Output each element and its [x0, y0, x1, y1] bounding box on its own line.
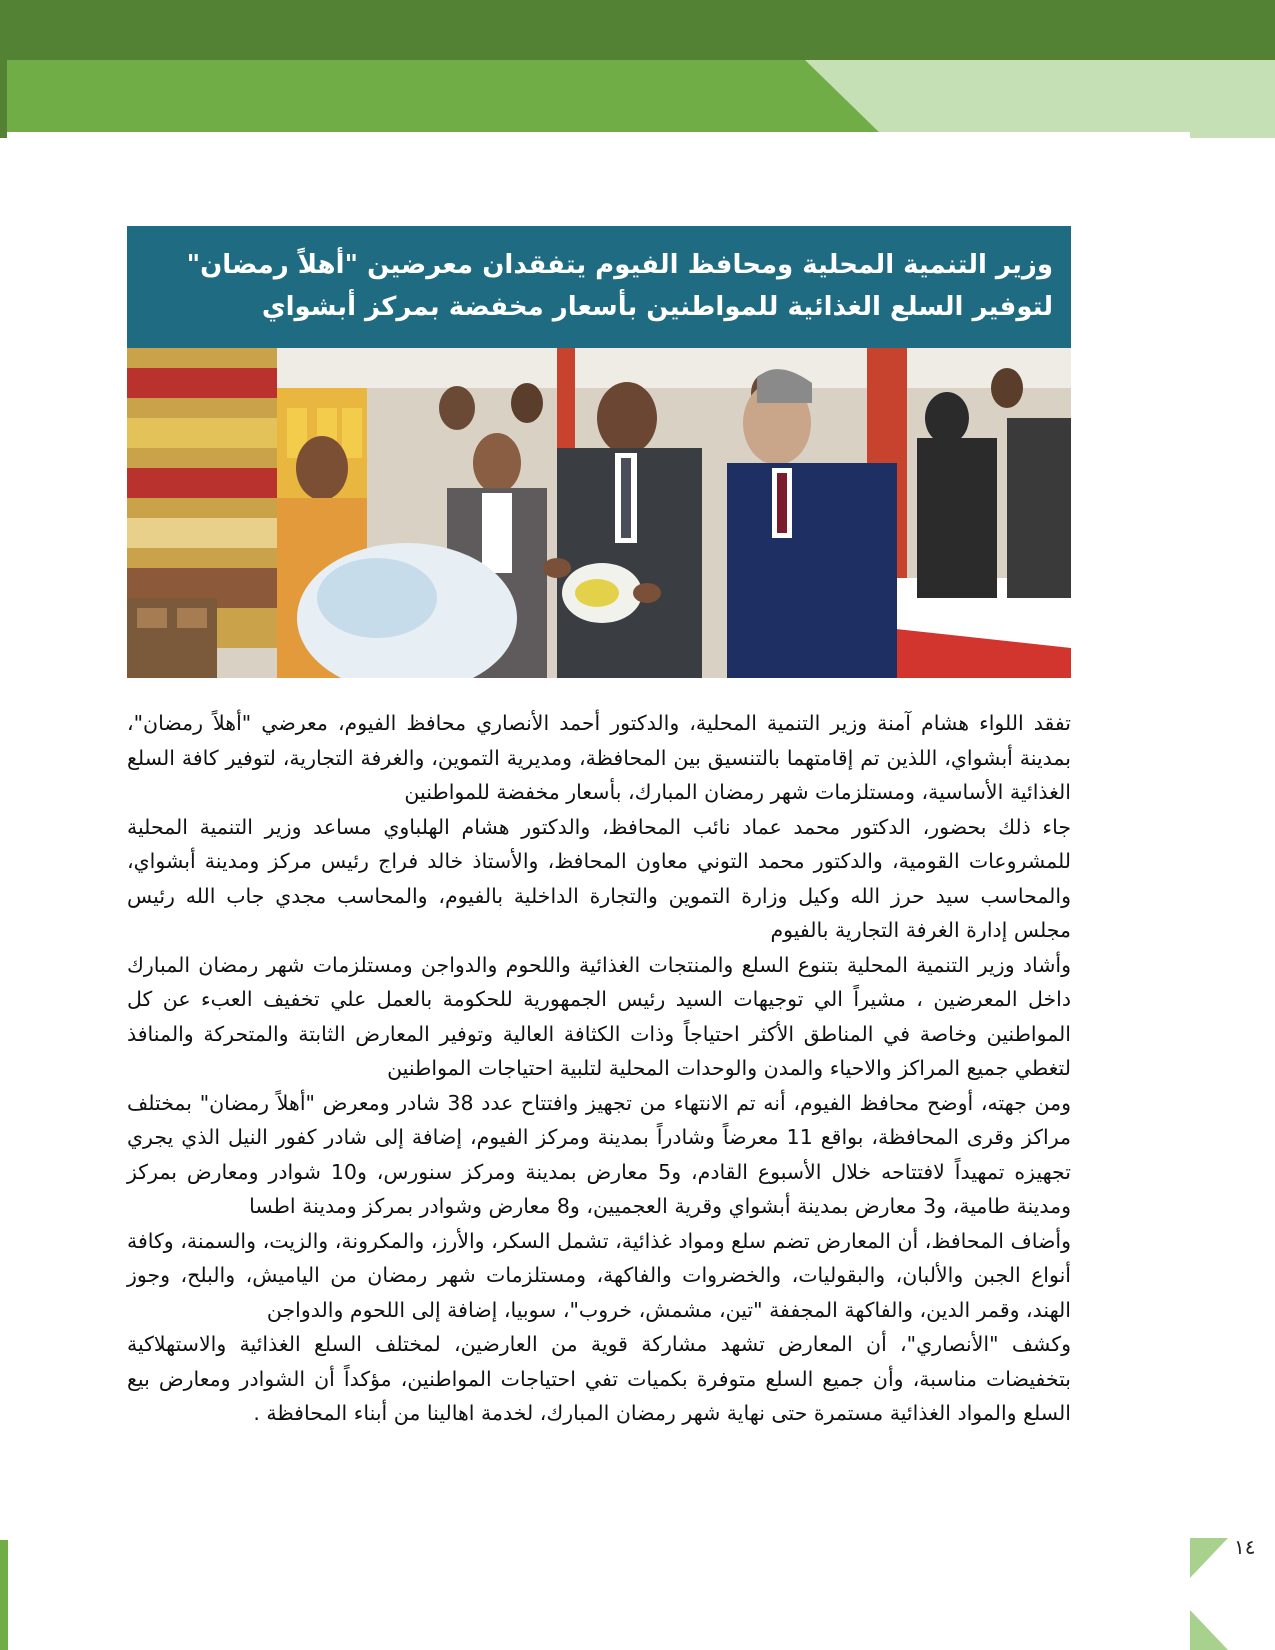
header-band-dark — [0, 0, 1275, 60]
article-paragraph-5: وأضاف المحافظ، أن المعارض تضم سلع ومواد غذائية، تشمل السكر، والأرز، والمكرونة، والزيت، والسمنة، وكافة أنواع الجبن والألبان، والبقوليات، والخضروات والفاكهة، ومستلزمات شهر رمضان من الياميش، والبلح، وجوز الهند، وقمر الدين، والفاكهة المجففة "تين، مشمش، خروب"، سوبيا، إضافة إلى اللحوم والدواجن — [127, 1228, 1071, 1322]
footer-side-accent — [0, 1540, 8, 1650]
footer-triangle-upper — [1190, 1538, 1228, 1578]
event-photo — [127, 348, 1071, 678]
article-title: وزير التنمية المحلية ومحافظ الفيوم يتفقدان معرضين "أهلاً رمضان" لتوفير السلع الغذائية للمواطنين بأسعار مخفضة بمركز أبشواي — [186, 250, 1053, 322]
article-title-banner — [127, 226, 1071, 348]
article-body — [127, 706, 1071, 1431]
article-paragraph-3: وأشاد وزير التنمية المحلية بتنوع السلع والمنتجات الغذائية واللحوم والدواجن ومستلزمات شهر رمضان المبارك داخل المعرضين ، مشيراً الي توجيهات السيد رئيس الجمهورية للحكومة بالعمل علي تخفيف العبء عن كل المواطنين وخاصة في المناطق الأكثر احتياجاً وذات الكثافة العالية وتوفير المعارض الثابتة والمتحركة والمنافذ لتغطي جميع المراكز والاحياء والمدن والوحدات المحلية لتلبية احتياجات المواطنين — [127, 952, 1071, 1080]
header-edge-accent — [0, 60, 7, 138]
article-paragraph-4: ومن جهته، أوضح محافظ الفيوم، أنه تم الانتهاء من تجهيز وافتتاح عدد 38 شادر ومعرض "أهلاً رمضان" بمختلف مراكز وقرى المحافظة، بواقع 11 معرضاً وشادراً بمدينة ومركز الفيوم، إضافة إلى شادر كفور النيل الذي يجري تجهيزه تمهيداً لافتتاحه خلال الأسبوع القادم، و5 معارض بمدينة ومركز سنورس، و10 شوادر ومعارض بمركز ومدينة طامية، و3 معارض بمدينة أبشواي وقرية العجميين، و8 معارض وشوادر بمركز ومدينة اطسا — [127, 1090, 1072, 1218]
article-paragraph-6: وكشف "الأنصاري"، أن المعارض تشهد مشاركة قوية من العارضين، لمختلف السلع الغذائية والاستهلاكية بتخفيضات مناسبة، وأن جميع السلع متوفرة بكميات تفي احتياجات المواطنين، مؤكداً أن الشوادر ومعارض بيع السلع والمواد الغذائية مستمرة حتى نهاية شهر رمضان المبارك، لخدمة اهالينا من أبناء المحافظة . — [127, 1332, 1071, 1425]
header-band-light-triangle — [0, 60, 1275, 138]
article-paragraph-2: جاء ذلك بحضور، الدكتور محمد عماد نائب المحافظ، والدكتور هشام الهلباوي مساعد وزير التنمية المحلية للمشروعات القومية، والدكتور محمد التوني معاون المحافظ، والأستاذ خالد فراج رئيس مركز ومدينة أبشواي، والمحاسب سيد حرز الله وكيل وزارة التموين والتجارة الداخلية بالفيوم، والمحاسب مجدي جاب الله رئيس مجلس إدارة الغرفة التجارية بالفيوم — [127, 814, 1071, 942]
page-number: ١٤ — [1234, 1535, 1256, 1559]
article-paragraph-1: تفقد اللواء هشام آمنة وزير التنمية المحلية، والدكتور أحمد الأنصاري محافظ الفيوم، معرضي "أهلاً رمضان"، بمدينة أبشواي، اللذين تم إقامتهما بالتنسيق بين المحافظة، ومديرية التموين، والغرفة التجارية، لتوفير كافة السلع الغذائية الأساسية، ومستلزمات شهر رمضان المبارك، بأسعار مخفضة للمواطنين — [127, 711, 1071, 804]
footer-triangle-lower — [1190, 1610, 1228, 1650]
